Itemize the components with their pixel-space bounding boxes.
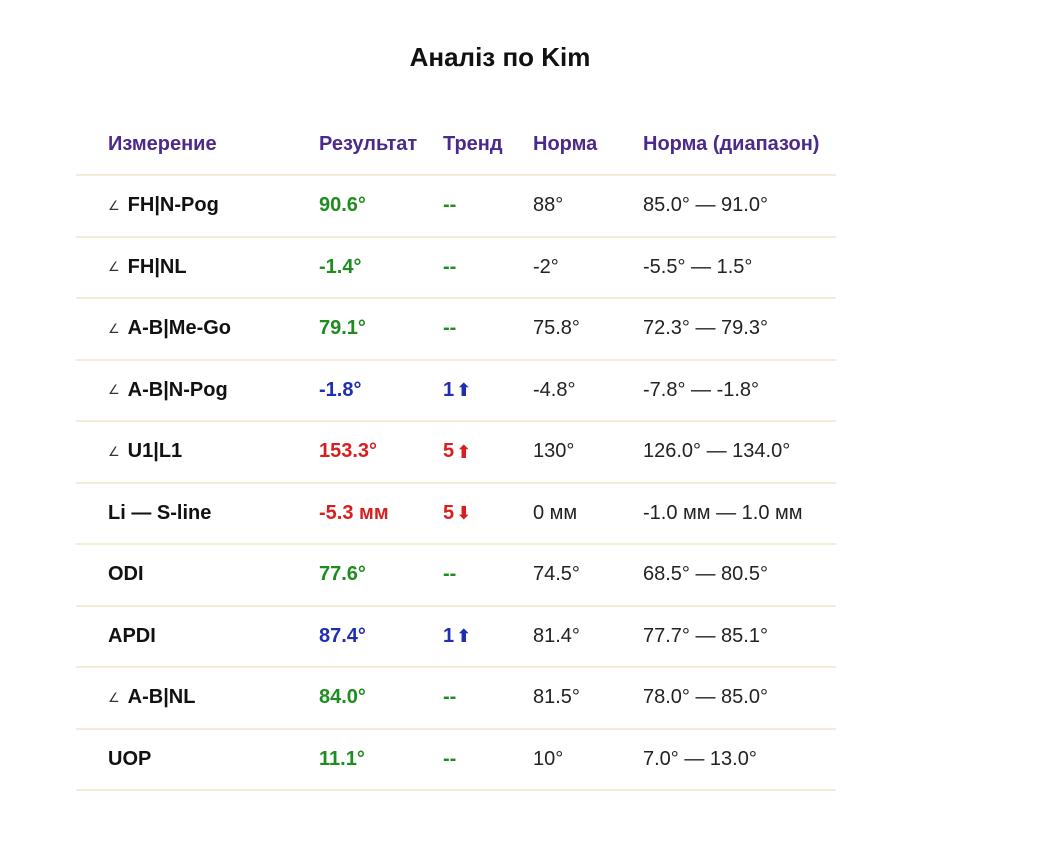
- table-row: [76, 730, 836, 792]
- norm-range-value: 77.7° — 85.1°: [643, 624, 768, 647]
- trend-none: --: [443, 317, 457, 340]
- norm-range-value: 126.0° — 134.0°: [643, 440, 791, 463]
- norm-range-value: 78.0° — 85.0°: [643, 686, 768, 709]
- norm-range-value: 72.3° — 79.3°: [643, 317, 768, 340]
- measurement-name: [108, 607, 156, 667]
- norm-range-value: -7.8° — -1.8°: [643, 378, 760, 401]
- table-row: [76, 238, 836, 300]
- trend-none: --: [443, 194, 457, 217]
- norm-value: -4.8°: [533, 378, 576, 401]
- measurement-name: [108, 361, 228, 421]
- trend-indicator: [443, 730, 456, 790]
- angle-icon: ∠: [108, 689, 120, 705]
- measurement-label: ODI: [108, 563, 144, 586]
- header-norm-range: Норма (диапазон): [643, 132, 820, 155]
- norm-range-value: 68.5° — 80.5°: [643, 563, 768, 586]
- angle-icon: ∠: [108, 443, 120, 459]
- header-result: Результат: [319, 132, 418, 155]
- angle-icon: ∠: [108, 320, 120, 336]
- measurement-label: U1|L1: [127, 440, 183, 463]
- trend-count: 5: [443, 501, 455, 524]
- table-row: [76, 422, 836, 484]
- angle-icon: ∠: [108, 197, 120, 213]
- norm-range-value: 7.0° — 13.0°: [643, 747, 757, 770]
- norm-value: 75.8°: [533, 317, 580, 340]
- result-value: -1.4°: [319, 255, 362, 278]
- measurement-label: FH|N-Pog: [127, 194, 219, 217]
- trend-indicator: [443, 238, 456, 298]
- page-title: Аналіз по Kim: [409, 42, 591, 72]
- angle-icon: ∠: [108, 382, 120, 398]
- measurement-name: [108, 299, 231, 359]
- measurement-label: UOP: [108, 747, 152, 770]
- table-body: [76, 176, 836, 791]
- norm-value: -2°: [533, 255, 559, 278]
- angle-icon: ∠: [108, 259, 120, 275]
- arrow-down-icon: ⬇: [456, 503, 472, 524]
- trend-none: --: [443, 563, 457, 586]
- arrow-up-icon: ⬆: [456, 626, 472, 647]
- table-row: [76, 484, 836, 546]
- norm-value: 81.5°: [533, 686, 580, 709]
- measurement-label: Li — S-line: [108, 501, 212, 524]
- norm-value: 10°: [533, 747, 564, 770]
- trend-count: 1: [443, 624, 455, 647]
- arrow-up-icon: ⬆: [456, 380, 472, 401]
- measurement-label: A-B|NL: [127, 686, 196, 709]
- trend-none: --: [443, 747, 457, 770]
- result-value: -5.3 мм: [319, 501, 389, 524]
- table-row: [76, 176, 836, 238]
- trend-indicator: [443, 484, 471, 544]
- norm-value: 0 мм: [533, 501, 578, 524]
- result-value: 90.6°: [319, 194, 366, 217]
- measurement-name: [108, 730, 151, 790]
- result-value: -1.8°: [319, 378, 362, 401]
- measurement-name: [108, 176, 219, 236]
- table-row: [76, 607, 836, 669]
- norm-range-value: 85.0° — 91.0°: [643, 194, 768, 217]
- header-trend: Тренд: [443, 132, 503, 155]
- trend-none: --: [443, 255, 457, 278]
- trend-count: 1: [443, 378, 455, 401]
- measurement-name: [108, 668, 195, 728]
- trend-indicator: [443, 668, 456, 728]
- result-value: 84.0°: [319, 686, 366, 709]
- result-value: 79.1°: [319, 317, 366, 340]
- measurement-label: A-B|N-Pog: [127, 378, 228, 401]
- result-value: 77.6°: [319, 563, 366, 586]
- norm-value: 74.5°: [533, 563, 580, 586]
- trend-none: --: [443, 686, 457, 709]
- measurement-name: [108, 422, 182, 482]
- result-value: 153.3°: [319, 440, 378, 463]
- result-value: 11.1°: [319, 747, 365, 770]
- norm-range-value: -5.5° — 1.5°: [643, 255, 753, 278]
- table-header-row: [76, 114, 836, 176]
- trend-count: 5: [443, 440, 455, 463]
- norm-value: 130°: [533, 440, 575, 463]
- trend-indicator: [443, 607, 471, 667]
- measurement-label: A-B|Me-Go: [127, 317, 232, 340]
- table-row: [76, 668, 836, 730]
- trend-indicator: [443, 545, 456, 605]
- header-measurement: Измерение: [108, 132, 217, 155]
- norm-value: 81.4°: [533, 624, 580, 647]
- arrow-up-icon: ⬆: [456, 441, 472, 462]
- measurements-table: [76, 114, 836, 791]
- header-norm: Норма: [533, 132, 598, 155]
- trend-indicator: [443, 299, 456, 359]
- trend-indicator: [443, 176, 456, 236]
- measurement-label: FH|NL: [127, 255, 187, 278]
- measurement-name: [108, 545, 144, 605]
- table-row: [76, 545, 836, 607]
- measurement-name: [108, 238, 187, 298]
- measurement-label: APDI: [108, 624, 156, 647]
- table-row: [76, 361, 836, 423]
- trend-indicator: [443, 422, 471, 482]
- norm-range-value: -1.0 мм — 1.0 мм: [643, 501, 803, 524]
- norm-value: 88°: [533, 194, 564, 217]
- trend-indicator: [443, 361, 471, 421]
- measurement-name: [108, 484, 211, 544]
- result-value: 87.4°: [319, 624, 366, 647]
- table-row: [76, 299, 836, 361]
